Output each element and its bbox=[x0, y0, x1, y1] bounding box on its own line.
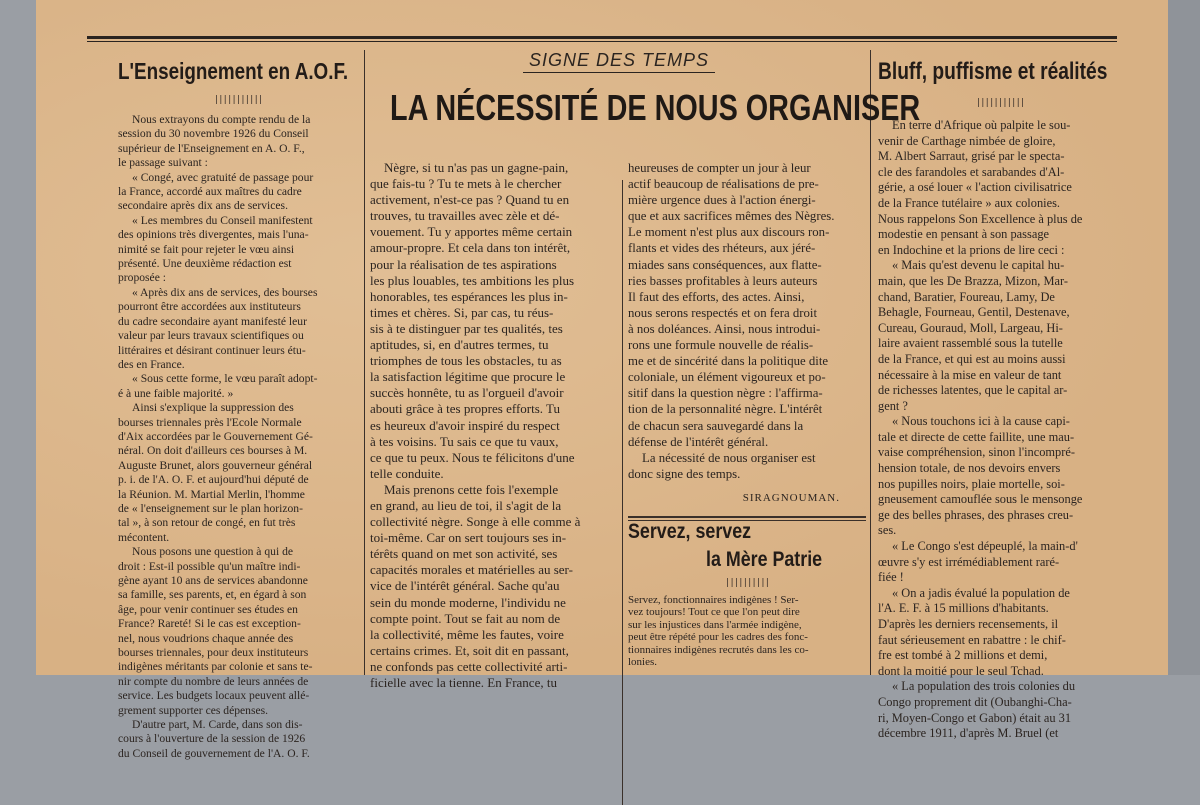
text-line: d'Aix accordées par le Gouvernement Gé- bbox=[118, 429, 313, 443]
background-edge bbox=[1168, 0, 1200, 675]
center-col2-body bbox=[628, 160, 866, 482]
main-headline: LA NÉCESSITÉ DE NOUS ORGANISER bbox=[390, 87, 921, 128]
text-line: me et de sincérité dans la politique dite bbox=[628, 354, 829, 369]
text-line: tale et directe de cette faillite, une mau- bbox=[878, 429, 1075, 444]
text-line: grement supporter ces dépenses. bbox=[118, 703, 269, 717]
text-line: flants et vides des rhéteurs, aux jéré- bbox=[628, 241, 816, 256]
text-line: œuvre s'y est irrémédiablement raré- bbox=[878, 554, 1060, 569]
text-line: Nous rappelons Son Excellence à plus de bbox=[878, 211, 1083, 226]
text-line: droit : Est-il possible qu'un maître indi- bbox=[118, 559, 301, 573]
text-line: que fais-tu ? Tu te mets à le chercher bbox=[370, 176, 562, 192]
text-line: certains crimes. Et, soit dit en passant, bbox=[370, 642, 569, 658]
text-line: présenté. Une deuxième rédaction est bbox=[118, 257, 292, 271]
text-line: honorables, tes espérances les plus in- bbox=[370, 288, 568, 304]
text-line: Servez, fonctionnaires indigènes ! Ser- bbox=[628, 594, 799, 606]
text-line: Le moment n'est plus aux discours ron- bbox=[628, 225, 830, 240]
text-line: proposée : bbox=[118, 271, 166, 285]
text-line: « Nous touchons ici à la cause capi- bbox=[892, 414, 1070, 429]
text-line: chand, Baratier, Foureau, Lamy, De bbox=[878, 289, 1055, 304]
text-line: fre est tombé à 2 millions et demi, bbox=[878, 648, 1048, 663]
text-line: Nègre, si tu n'as pas un gagne-pain, bbox=[384, 160, 569, 175]
text-line: Ainsi s'explique la suppression des bbox=[132, 401, 294, 415]
text-line: trouves, tu travailles avec zèle et dé- bbox=[370, 208, 560, 224]
text-line: faut sérieusement en rabattre : le chif- bbox=[878, 632, 1066, 647]
text-line: « Après dix ans de services, des bourses bbox=[132, 285, 318, 299]
text-line: de « l'enseignement sur le plan horizon- bbox=[118, 501, 303, 515]
text-line: miades sans conséquences, aux flatte- bbox=[628, 257, 822, 272]
top-rule bbox=[87, 36, 1117, 39]
text-line: nir compte du nombre de leurs années de bbox=[118, 674, 309, 688]
text-line: térêts quand on met son activité, ses bbox=[370, 546, 558, 562]
text-line: actif beaucoup de réalisations de pre- bbox=[628, 177, 819, 192]
text-line: sur les injustices dans l'armée indigène, bbox=[628, 618, 802, 631]
text-line: gène ayant 10 ans de services abandonne bbox=[118, 574, 308, 587]
text-line: cle des farandoles et sarabandes d'Al- bbox=[878, 164, 1065, 179]
text-line: ries basses profitables à leurs auteurs bbox=[628, 273, 818, 288]
text-line: Behagle, Fourneau, Gentil, Destenave, bbox=[878, 305, 1070, 320]
text-line: l'A. E. F. à 15 millions d'habitants. bbox=[878, 601, 1049, 616]
text-line: peut être répété pour les cadres des fonc- bbox=[628, 631, 808, 644]
text-line: gent ? bbox=[878, 398, 908, 413]
text-line: les plus louables, tes ambitions les plus bbox=[370, 272, 575, 288]
text-line: compte point. Tout se fait au nom de bbox=[370, 610, 561, 626]
text-line: heureuses de compter un jour à leur bbox=[628, 161, 811, 175]
text-line: pour la réalisation de tes aspirations bbox=[370, 256, 557, 272]
servez-title-line1: Servez, servez bbox=[628, 520, 752, 543]
text-line: triomphes de tous les obstacles, tu as bbox=[370, 353, 562, 369]
left-article-title: L'Enseignement en A.O.F. bbox=[118, 58, 349, 84]
text-line: des opinions très divergentes, mais l'una- bbox=[118, 228, 309, 242]
text-line: valeur par leurs travaux scientifiques ou bbox=[118, 329, 304, 343]
text-line: gneusement camouflée sous le mensonge bbox=[878, 492, 1083, 507]
text-line: de richesses latentes, que le capital ar- bbox=[878, 383, 1068, 398]
text-line: session du 30 novembre 1926 du Conseil bbox=[118, 127, 309, 141]
top-rule-thin bbox=[87, 41, 1117, 42]
left-article bbox=[118, 58, 358, 761]
right-article-body bbox=[878, 118, 1122, 742]
column-rule-2 bbox=[622, 180, 623, 805]
text-line: littéraires et désirant continuer leurs étu- bbox=[118, 343, 306, 357]
text-line: tal », à son retour de congé, en fut très bbox=[118, 516, 296, 530]
section-kicker: SIGNE DES TEMPS bbox=[523, 50, 715, 73]
left-article-body bbox=[118, 113, 358, 761]
text-line: Auguste Brunet, alors gouverneur général bbox=[118, 458, 313, 472]
text-line: défense de l'intérêt général. bbox=[628, 434, 769, 449]
text-line: décembre 1911, d'après M. Bruel (et bbox=[878, 726, 1059, 741]
text-line: ri, Moyen-Congo et Gabon) était au 31 bbox=[878, 710, 1072, 725]
signature: SIRAGNOUMAN. bbox=[742, 491, 840, 504]
center-col1 bbox=[370, 160, 616, 691]
text-line: le passage suivant : bbox=[118, 156, 208, 170]
text-line: secondaire après dix ans de services. bbox=[118, 199, 288, 213]
text-line: ge des belles phrases, des phrases creu- bbox=[878, 507, 1074, 522]
text-line: fiée ! bbox=[878, 570, 904, 585]
text-line: à nos doléances. Ainsi, nous introdui- bbox=[628, 321, 821, 336]
text-line: Nous posons une question à qui de bbox=[132, 545, 294, 559]
right-ornament: ||||||||||| bbox=[975, 98, 1025, 108]
text-line: cours à l'ouverture de la session de 1926 bbox=[118, 732, 306, 746]
text-line: Cureau, Gouraud, Moll, Largeau, Hi- bbox=[878, 320, 1063, 335]
left-ornament: ||||||||||| bbox=[213, 95, 263, 105]
servez-title-line2: la Mère Patrie bbox=[706, 548, 823, 571]
text-line: de chacun sera sauvegardé dans la bbox=[628, 418, 804, 433]
text-line: lonies. bbox=[628, 656, 658, 669]
text-line: de la France tutélaire » aux colonies. bbox=[878, 195, 1060, 210]
text-line: « On a jadis évalué la population de bbox=[892, 585, 1070, 600]
center-article bbox=[374, 50, 921, 129]
text-line: laire avaient rassemblé sous la tutelle bbox=[878, 336, 1063, 351]
text-line: « Sous cette forme, le vœu paraît adopt- bbox=[132, 372, 318, 386]
text-line: aptitudes, si, en d'autres termes, tu bbox=[370, 337, 549, 353]
text-line: D'après les derniers recensements, il bbox=[878, 617, 1059, 631]
text-line: ne confonds pas cette collectivité arti- bbox=[370, 658, 568, 674]
text-line: telle conduite. bbox=[370, 465, 444, 481]
text-line: En terre d'Afrique où palpite le sou- bbox=[892, 118, 1071, 132]
text-line: amour-propre. Et cela dans ton intérêt, bbox=[370, 240, 571, 256]
text-line: modestie en pensant à son passage bbox=[878, 227, 1050, 242]
text-line: dont la moitié pour le seul Tchad. bbox=[878, 663, 1044, 678]
text-line: en Indochine et la prions de lire ceci : bbox=[878, 242, 1065, 257]
text-line: Il faut des efforts, des actes. Ainsi, bbox=[628, 289, 805, 304]
text-line: bourses triennales près l'Ecole Normale bbox=[118, 415, 302, 429]
text-line: é à une faible majorité. » bbox=[118, 386, 234, 400]
text-line: ficielle avec la tienne. En France, tu bbox=[370, 675, 557, 690]
text-line: du cadre secondaire ayant manifesté leur bbox=[118, 314, 307, 328]
text-line: sein du monde moderne, l'individu ne bbox=[370, 594, 566, 610]
text-line: « Les membres du Conseil manifestent bbox=[132, 213, 313, 227]
text-line: « Le Congo s'est dépeuplé, la main-d' bbox=[892, 539, 1078, 554]
text-line: bourses triennales, pour deux instituteurs bbox=[118, 646, 309, 660]
text-line: la satisfaction légitime que procure le bbox=[370, 369, 566, 385]
text-line: pourront être accordées aux instituteurs bbox=[118, 300, 301, 314]
text-line: que et aux sacrifices mêmes des Nègres. bbox=[628, 209, 835, 224]
text-line: Congo proprement dit (Oubanghi-Cha- bbox=[878, 694, 1072, 709]
text-line: abouti grâce à tes propres efforts. Tu bbox=[370, 401, 561, 417]
text-line: vice de l'intérêt général. Sache qu'au bbox=[370, 578, 560, 594]
text-line: D'autre part, M. Carde, dans son dis- bbox=[132, 718, 303, 732]
right-article bbox=[878, 58, 1122, 742]
text-line: la Réunion. M. Martial Merlin, l'homme bbox=[118, 487, 305, 501]
text-line: donc signe des temps. bbox=[628, 466, 741, 481]
column-rule-3 bbox=[870, 50, 871, 675]
text-line: times et chères. Si, par cas, tu réus- bbox=[370, 304, 554, 320]
text-line: coloniale, un élément vigoureux et po- bbox=[628, 370, 826, 385]
center-col2 bbox=[628, 160, 866, 521]
text-line: nimité se fait pour rejeter le vœu ainsi bbox=[118, 242, 295, 256]
text-line: la collectivité, même les fautes, voire bbox=[370, 626, 564, 642]
text-line: Mais prenons cette fois l'exemple bbox=[384, 481, 559, 497]
text-line: tion de la personnalité nègre. L'intérêt bbox=[628, 402, 823, 417]
text-line: supérieur de l'Enseignement en A. O. F., bbox=[118, 141, 305, 155]
text-line: succès honnête, tu as l'orgueil d'avoir bbox=[370, 385, 564, 401]
text-line: sis à te distinguer par tes qualités, tes bbox=[370, 320, 563, 336]
text-line: ses. bbox=[878, 523, 897, 538]
text-line: indigènes méritants par colonie et sans te- bbox=[118, 660, 313, 674]
text-line: M. Albert Sarraut, grisé par le specta- bbox=[878, 149, 1065, 164]
text-line: capacités morales et matérielles au ser- bbox=[370, 562, 573, 578]
text-line: en grand, au lieu de toi, il s'agit de la bbox=[370, 497, 562, 513]
text-line: vaise compréhension, sinon l'incompré- bbox=[878, 445, 1075, 460]
text-line: de la France, et qui est au moins aussi bbox=[878, 351, 1066, 366]
text-line: « Congé, avec gratuité de passage pour bbox=[132, 170, 314, 184]
column-rule-1 bbox=[364, 50, 365, 675]
text-line: « Mais qu'est devenu le capital hu- bbox=[892, 258, 1065, 273]
text-line: ce que tu peux. Nous te félicitons d'une bbox=[370, 449, 575, 465]
text-line: es heureux d'avoir inspiré du respect bbox=[370, 417, 560, 433]
text-line: La nécessité de nous organiser est bbox=[642, 450, 816, 465]
text-line: la France, accordé aux maîtres du cadre bbox=[118, 185, 302, 199]
text-line: « La population des trois colonies du bbox=[892, 679, 1076, 694]
text-line: collectivité nègre. Songe à elle comme à bbox=[370, 514, 581, 530]
text-line: âge, pour venir continuer ses études en bbox=[118, 602, 298, 616]
text-line: Nous extrayons du compte rendu de la bbox=[132, 113, 311, 126]
text-line: néral. On doit d'ailleurs ces bourses à M. bbox=[118, 444, 308, 458]
text-line: mécontent. bbox=[118, 530, 170, 544]
text-line: service. Les budgets locaux peuvent allé- bbox=[118, 689, 310, 703]
text-line: mière urgence dues à l'action énergi- bbox=[628, 193, 816, 208]
text-line: vez toujours! Tout ce que l'on peut dire bbox=[628, 606, 800, 619]
text-line: des en France. bbox=[118, 357, 185, 371]
text-line: du Conseil de gouvernement de l'A. O. F. bbox=[118, 746, 310, 760]
text-line: main, que les De Brazza, Mizon, Mar- bbox=[878, 273, 1069, 288]
text-line: vouement. Tu y apportes même certain bbox=[370, 224, 573, 240]
text-line: nous serons respectés et on fera droit bbox=[628, 305, 818, 320]
text-line: sitif dans la question nègre : l'affirma- bbox=[628, 386, 823, 401]
servez-body bbox=[628, 594, 866, 668]
text-line: gérie, a osé louer « l'action civilisatrice bbox=[878, 180, 1072, 195]
text-line: sa famille, ses parents, et, en égard à son bbox=[118, 588, 307, 602]
right-article-title: Bluff, puffisme et réalités bbox=[878, 58, 1108, 85]
text-line: nécessaire à la mise en valeur de tant bbox=[878, 367, 1062, 382]
text-line: hension totale, de nos devoirs envers bbox=[878, 461, 1061, 476]
text-line: France? Rareté! Si le cas est exception- bbox=[118, 617, 301, 631]
text-line: p. i. de l'A. O. F. et aujourd'hui député de bbox=[118, 473, 309, 487]
center-col1-body bbox=[370, 160, 616, 691]
text-line: toi-même. Car on sert toujours ses in- bbox=[370, 530, 567, 546]
text-line: à tes voisins. Tu sais ce que tu vaux, bbox=[370, 433, 559, 449]
servez-article bbox=[628, 520, 866, 668]
text-line: activement, n'est-ce pas ? Quand tu en bbox=[370, 192, 570, 208]
text-line: venir de Carthage nimbée de gloire, bbox=[878, 133, 1056, 148]
text-line: nos pupilles noirs, plaie mortelle, soi- bbox=[878, 476, 1065, 491]
text-line: rons une formule nouvelle de réalis- bbox=[628, 338, 814, 353]
text-line: nel, nous voudrions chaque année des bbox=[118, 631, 294, 645]
text-line: tionnaires indigènes recrutés dans les co- bbox=[628, 643, 809, 656]
servez-ornament: |||||||||| bbox=[724, 578, 770, 588]
